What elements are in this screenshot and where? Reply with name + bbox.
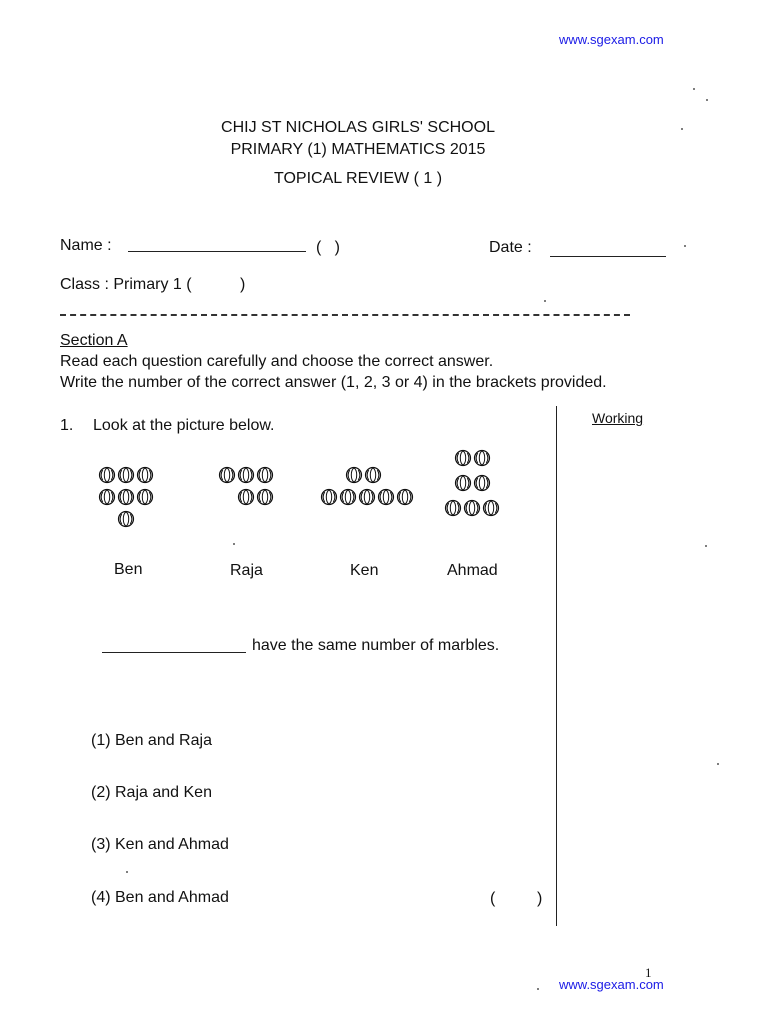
answer-blank[interactable] xyxy=(102,652,246,653)
marble-icon xyxy=(444,499,462,517)
marble-icon xyxy=(473,474,491,492)
scan-speck xyxy=(544,300,546,302)
review-title: TOPICAL REVIEW ( 1 ) xyxy=(273,170,443,187)
answer-bracket-open[interactable]: ( xyxy=(490,890,496,907)
marble-icon xyxy=(98,466,116,484)
child-name-ken: Ken xyxy=(350,562,379,579)
working-label: Working xyxy=(592,410,644,426)
marble-icon xyxy=(358,488,376,506)
option-1[interactable]: (1) Ben and Raja xyxy=(91,732,212,749)
instruction-line-1: Read each question carefully and choose the correct answer. xyxy=(60,353,494,370)
child-name-ben: Ben xyxy=(114,561,143,578)
scan-speck xyxy=(684,245,686,247)
child-name-ahmad: Ahmad xyxy=(447,562,498,579)
marble-icon xyxy=(98,488,116,506)
marble-icon xyxy=(117,510,135,528)
marble-icon xyxy=(256,488,274,506)
scan-speck xyxy=(693,88,695,90)
marble-icon xyxy=(320,488,338,506)
marble-icon xyxy=(256,466,274,484)
section-title: Section A xyxy=(60,332,128,349)
ben-marbles xyxy=(98,466,154,530)
scan-speck xyxy=(717,763,719,765)
ahmad-marbles xyxy=(444,449,500,519)
question-statement: have the same number of marbles. xyxy=(252,637,500,654)
working-column-divider xyxy=(556,406,557,926)
scan-speck xyxy=(706,99,708,101)
marble-icon xyxy=(482,499,500,517)
marble-icon xyxy=(454,449,472,467)
marble-icon xyxy=(463,499,481,517)
date-label: Date : xyxy=(489,239,532,256)
marble-icon xyxy=(117,488,135,506)
page-number: 1 xyxy=(645,965,652,980)
marble-icon xyxy=(237,488,255,506)
raja-marbles xyxy=(218,466,274,508)
name-blank[interactable] xyxy=(128,251,306,252)
option-3[interactable]: (3) Ken and Ahmad xyxy=(91,836,229,853)
footer-website-link[interactable]: www.sgexam.com xyxy=(559,977,664,992)
scan-speck xyxy=(126,871,128,873)
option-2[interactable]: (2) Raja and Ken xyxy=(91,784,212,801)
marble-icon xyxy=(364,466,382,484)
marble-icon xyxy=(136,466,154,484)
question-prompt: Look at the picture below. xyxy=(93,417,275,434)
marble-icon xyxy=(473,449,491,467)
class-bracket-close: ) xyxy=(240,276,246,293)
header-divider xyxy=(60,314,630,316)
marble-icon xyxy=(117,466,135,484)
child-name-raja: Raja xyxy=(230,562,263,579)
school-name: CHIJ ST NICHOLAS GIRLS' SCHOOL xyxy=(221,119,495,136)
marble-icon xyxy=(218,466,236,484)
marble-icon xyxy=(377,488,395,506)
scan-speck xyxy=(233,543,235,545)
date-blank[interactable] xyxy=(550,256,666,257)
marble-icon xyxy=(454,474,472,492)
subject-title: PRIMARY (1) MATHEMATICS 2015 xyxy=(230,141,486,158)
marble-icon xyxy=(396,488,414,506)
ken-marbles xyxy=(320,466,414,508)
header-website-link[interactable]: www.sgexam.com xyxy=(559,32,664,47)
marble-icon xyxy=(345,466,363,484)
scan-speck xyxy=(705,545,707,547)
marble-icon xyxy=(136,488,154,506)
marble-icon xyxy=(339,488,357,506)
answer-bracket-close: ) xyxy=(537,890,543,907)
name-label: Name : xyxy=(60,237,112,254)
question-number: 1. xyxy=(60,417,74,434)
instruction-line-2: Write the number of the correct answer (1, 2, 3 or 4) in the brackets provided. xyxy=(60,374,607,391)
register-number-bracket: ( ) xyxy=(316,239,340,256)
class-label: Class : Primary 1 ( xyxy=(60,276,192,293)
option-4[interactable]: (4) Ben and Ahmad xyxy=(91,889,229,906)
marble-icon xyxy=(237,466,255,484)
scan-speck xyxy=(537,988,539,990)
scan-speck xyxy=(681,128,683,130)
